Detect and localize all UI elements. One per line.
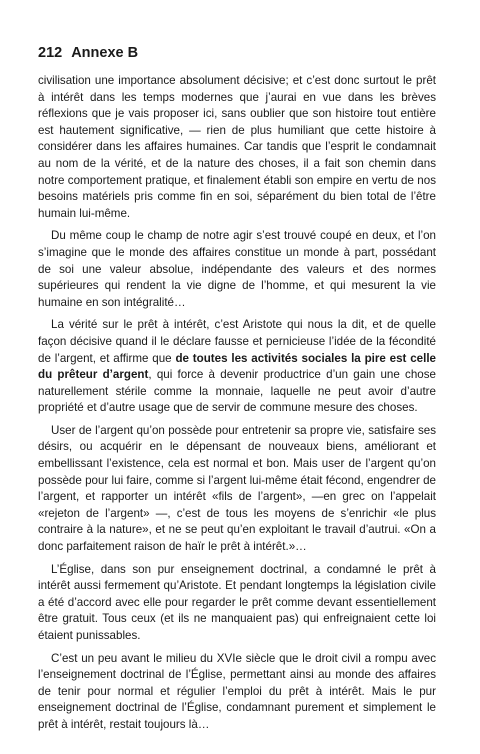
paragraph-6: C’est un peu avant le milieu du XVIe siècle que le droit civil a rompu avec l’enseignement doctrinal de l’Église, permettant ainsi au monde des affaires de tenir pour normal et régulier l’emploi du prêt à intérêt. Mais le pur enseignement doctrinal de l’Église, condamnant purement et simplement le prêt à intérêt, restait toujours là… — [38, 651, 436, 731]
paragraph-5: L’Église, dans son pur enseignement doctrinal, a condamné le prêt à intérêt aussi fermement qu’Aristote. Et pendant longtemps la législation civile a été d’accord avec elle pour regarder le prêt comme devant essentiellement être gratuit. Tous ceux (et ils ne manquaient pas) qui enfreignaient cette loi étaient punissables. — [38, 562, 436, 642]
paragraph-4: User de l’argent qu’on possède pour entretenir sa propre vie, satisfaire ses désirs, ou acquérir en le dépensant de nouveaux biens, améliorant et embellissant l’existence, cela est normal et bon. Mais user de l’argent qu’on possède pour lui faire, comme si l’argent lui-même était fécond, engendrer de l’argent, et rapporter un intérêt «fils de l’argent», —en grec on l’appelait «rejeton de l’argent» —, c’est de tous les moyens de s’enrichir «le plus contraire à la nature», et ne se peut qu’en exploitant le travail d’autrui. «On a donc parfaitement raison de haïr le prêt à intérêt.»… — [38, 423, 436, 554]
paragraph-3-lead: La vérité sur le prêt à intérêt, c’est Aristote qui nous la dit, et de quelle façon décisive quand il le déclare fausse et pernicieuse l’idée de la fécondité de l’argent, et affirme que — [38, 318, 436, 365]
page-number: 212 — [38, 45, 63, 61]
book-page — [38, 44, 436, 734]
paragraph-3-emphasis: de toutes les activités sociales la pire est celle du prêteur d’argent — [38, 351, 436, 382]
paragraph-3 — [38, 317, 436, 417]
paragraph-1: civilisation une importance absolument décisive; et c’est donc surtout le prêt à intérêt dans les temps modernes que j’aurai en vue dans les brèves réflexions que je vais proposer ici, sans oublier que son histoire tout entière est hautement significative, — rien de plus humiliant que cette histoire à considérer dans les affaires humaines. Car tandis que l’esprit le condamnait au nom de la vérité, et de la nature des choses, il a fait son chemin dans notre comportement pratique, et finalement établi son empire en vertu de nos besoins matériels pris comme fin en soi, séparément du bien total de l’être humain lui-même. — [38, 74, 436, 220]
section-title: Annexe B — [71, 45, 139, 61]
paragraph-2: Du même coup le champ de notre agir s’est trouvé coupé en deux, et l’on s’imagine que le monde des affaires constitue un monde à part, possédant de soi une valeur absolue, indépendante des valeurs et des normes supérieures qui rendent la vie digne de l’homme, et qui mesurent la vie humaine en son intégralité… — [38, 229, 436, 309]
paragraph-3-tail: , qui force à devenir productrice d’un gain une chose naturellement stérile comme la monnaie, laquelle ne peut avoir d’autre propriété et d’autre usage que de servir de commune mesure des choses. — [38, 368, 436, 415]
running-header — [38, 44, 436, 62]
